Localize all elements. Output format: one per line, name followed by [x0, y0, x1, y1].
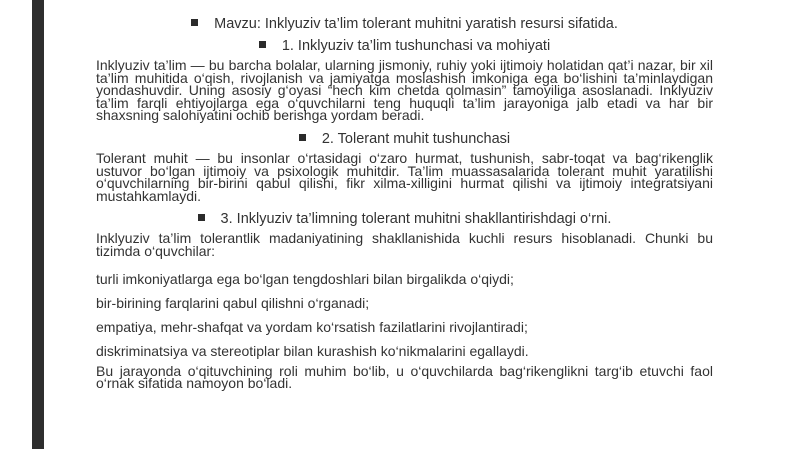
square-bullet-icon: [299, 134, 306, 141]
section3-heading: [96, 210, 713, 229]
section2-paragraph: Tolerant muhit — bu insonlar o‘rtasidagi o‘zaro hurmat, tushunish, sabr-toqat va bag‘rikenglik ustuvor bo‘lgan ijtimoiy va psixologik muhitdir. Ta’lim muassasalarida tolerant muhit yaratilishi o‘quvchilarning bir-birini qabul qilishi, fikr xilma-xilligini hurmat qilishi va ijtimoiy integratsiyani mustahkamlaydi.: [96, 149, 713, 204]
section2-heading-text: 2. Tolerant muhit tushunchasi: [321, 130, 511, 147]
topic-heading: [96, 15, 713, 34]
square-bullet-icon: [191, 19, 198, 26]
slide-content: [96, 15, 713, 398]
topic-text: Mavzu: Inklyuziv ta’lim tolerant muhitni yaratish resursi sifatida.: [214, 16, 618, 32]
closing-paragraph: Bu jarayonda o‘qituvchining roli muhim bo‘lib, u o‘quvchilarda bag‘rikenglikni targ‘ib etuvchi faol o‘rnak sifatida namoyon bo‘ladi.: [96, 362, 713, 392]
left-accent-bar: [32, 0, 44, 449]
square-bullet-icon: [259, 41, 266, 48]
list-item: empatiya, mehr-shafqat va yordam ko‘rsatish fazilatlarini rivojlantiradi;: [96, 318, 528, 335]
section3-heading-text: 3. Inklyuziv ta’limning tolerant muhitni shakllantirishdagi o‘rni.: [220, 211, 612, 228]
section2-heading: [96, 130, 713, 149]
list-item: diskriminatsiya va stereotiplar bilan kurashish ko‘nikmalarini egallaydi.: [96, 342, 529, 359]
list-item: bir-birining farqlarini qabul qilishni o‘rganadi;: [96, 294, 370, 311]
section1-heading-text: 1. Inklyuziv ta’lim tushunchasi va mohiyati: [281, 38, 551, 54]
square-bullet-icon: [198, 214, 205, 221]
section3-intro-paragraph: Inklyuziv ta’lim tolerantlik madaniyatining shakllanishida kuchli resurs hisoblanadi. Chunki bu tizimda o‘quvchilar:: [96, 230, 713, 259]
list-item: turli imkoniyatlarga ega bo‘lgan tengdoshlari bilan birgalikda o‘qiydi;: [96, 270, 514, 287]
section1-paragraph: Inklyuziv ta’lim — bu barcha bolalar, ularning jismoniy, ruhiy yoki ijtimoiy holatidan qat’i nazar, bir xil ta’lim muhitida o‘qish, rivojlanish va jamiyatga moslashish imkoniga ega bo‘lishini ta’minlaydigan yondashuvdir. Uning asosiy g‘oyasi “hech kim chetda qolmasin” tamoyiliga asoslanadi. Inklyuziv ta’lim farqli ehtiyojlarga ega o‘quvchilarni teng huquqli ta’lim jarayoniga jalb etadi va har bir shaxsning salohiyatini ochib berishga yordam beradi.: [96, 57, 713, 124]
section1-heading: [96, 37, 713, 56]
